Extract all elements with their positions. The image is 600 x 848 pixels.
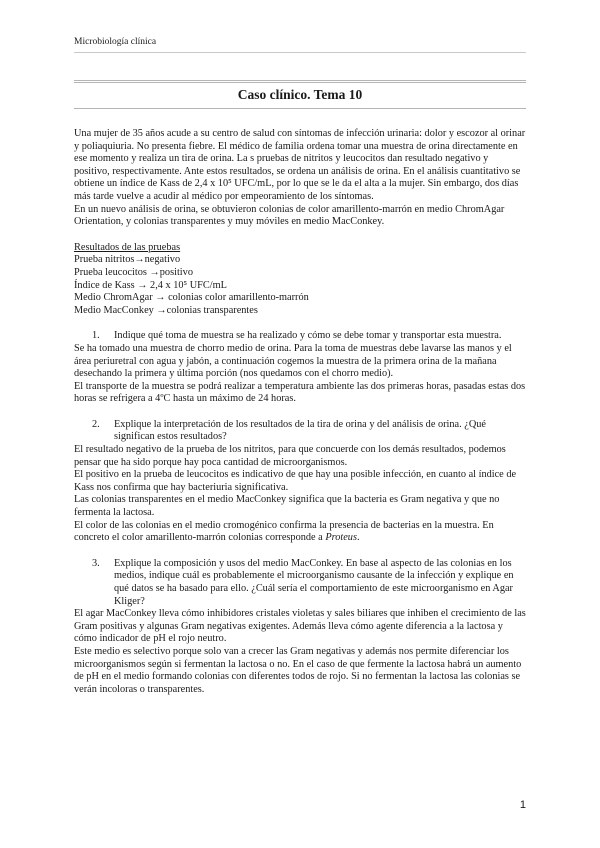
question-number: 2. [92, 418, 100, 430]
question-text: Explique la interpretación de los resultados de la tira de orina y del análisis de orina. ¿Qué significan estos resultados? [114, 418, 486, 443]
result-item: Índice de Kass → 2,4 x 10⁵ UFC/mL [74, 279, 227, 291]
intro-paragraph: En un nuevo análisis de orina, se obtuvieron colonias de color amarillento-marrón en medio ChromAgar Orientation, y colonias transparentes y muy móviles en medio MacConkey. [74, 203, 505, 228]
question-3 [92, 558, 526, 608]
answer-paragraph: El resultado negativo de la prueba de los nitritos, para que concuerde con los demás resultados, podemos pensar que ha sido porque hay poca cantidad de microorganismos. [74, 444, 506, 468]
title-rule-bottom [74, 108, 526, 109]
answer-paragraph: El transporte de la muestra se podrá realizar a temperatura ambiente las dos primeras horas, pasadas estas dos horas se refrigera a 4ºC hasta un máximo de 24 horas. [74, 380, 526, 405]
result-item: Medio ChromAgar → colonias color amarillento-marrón [74, 292, 309, 304]
title-rule-top-2 [74, 82, 526, 83]
result-item: Medio MacConkey →colonias transparentes [74, 304, 258, 316]
question-text: Indique qué toma de muestra se ha realizado y cómo se debe tomar y transportar esta muestra. [114, 330, 502, 342]
organism-name: Proteus [325, 532, 357, 544]
document-body [74, 128, 526, 696]
document-title: Caso clínico. Tema 10 [237, 87, 363, 102]
header-divider [74, 52, 526, 53]
question-number: 3. [92, 557, 100, 569]
answer-paragraph: El positivo en la prueba de leucocitos es indicativo de que hay una posible infección, en cuanto al índice de Kass nos confirma que hay bacteriuria significativa. [74, 469, 517, 493]
answer-text: El color de las colonias en el medio cromogénico confirma la presencia de bacterias en la muestra. En concreto el color amarillento-marrón colonias corresponde a [74, 519, 494, 544]
intro-paragraph: Una mujer de 35 años acude a su centro de salud con síntomas de infección urinaria: dolor y escozor al orinar y poliaquiuria. No presenta fiebre. El médico de familia ordena tomar una muestra de orina directamente en ese momento y realiza un tira de orina. La s pruebas de nitritos y leucocitos dan resultado negativo y positivo, respectivamente. Ante estos resultados, se ordena un análisis de orina. En el análisis cuantitativo se obtiene un índice de Kass de 2,4 x 10⁵ UFC/mL, por lo que se le da el alta a la mujer. Sin embargo, dos días más tarde vuelve a acudir al médico por empeoramiento de los síntomas. [74, 128, 526, 202]
question-2 [92, 419, 526, 444]
result-item: Prueba nitritos→negativo [74, 254, 181, 266]
answer-paragraph: Este medio es selectivo porque solo van a crecer las Gram negativas y además nos permite diferenciar los microorganismos según si fermentan la lactosa o no. En el caso de que fermente la lactosa habrá un aumento de pH en el medio formando colonias con diferentes todos de rojo. Si no fermentan la lactosa las colonias se verán incoloras o transparentes. [74, 645, 522, 695]
question-text: Explique la composición y usos del medio MacConkey. En base al aspecto de las colonias en los medios, indique cuál es probablemente el microorganismo causante de la infección y explique en qué datos se ha basado para ello. ¿Cuál sería el comportamiento de este microorganismo en Agar Kliger? [114, 557, 514, 607]
answer-paragraph: Se ha tomado una muestra de chorro medio de orina. Para la toma de muestras debe lavarse las manos y el área periuretral con agua y jabón, a continuación cogemos la muestra de la primera orina de la mañana desechando la primera y última porción (nos quedamos con el chorro medio). [74, 342, 512, 380]
page-header: Microbiología clínica [74, 37, 157, 47]
answer-text: . [356, 532, 360, 544]
question-number: 1. [92, 330, 100, 342]
question-1 [92, 330, 526, 343]
result-item: Prueba leucocitos →positivo [74, 266, 193, 278]
page-number: 1 [519, 799, 526, 811]
results-heading: Resultados de las pruebas [74, 241, 181, 253]
answer-paragraph [74, 520, 526, 545]
title-rule-top [74, 80, 526, 81]
answer-paragraph: El agar MacConkey lleva cómo inhibidores cristales violetas y sales biliares que inhiben el crecimiento de las Gram positivas y algunas Gram negativas exigentes. Además lleva cómo agente diferencia a la lactosa y cómo indicador de pH el rojo neutro. [74, 608, 526, 645]
answer-paragraph: Las colonias transparentes en el medio MacConkey significa que la bacteria es Gram negativa y que no fermenta la lactosa. [74, 494, 500, 519]
